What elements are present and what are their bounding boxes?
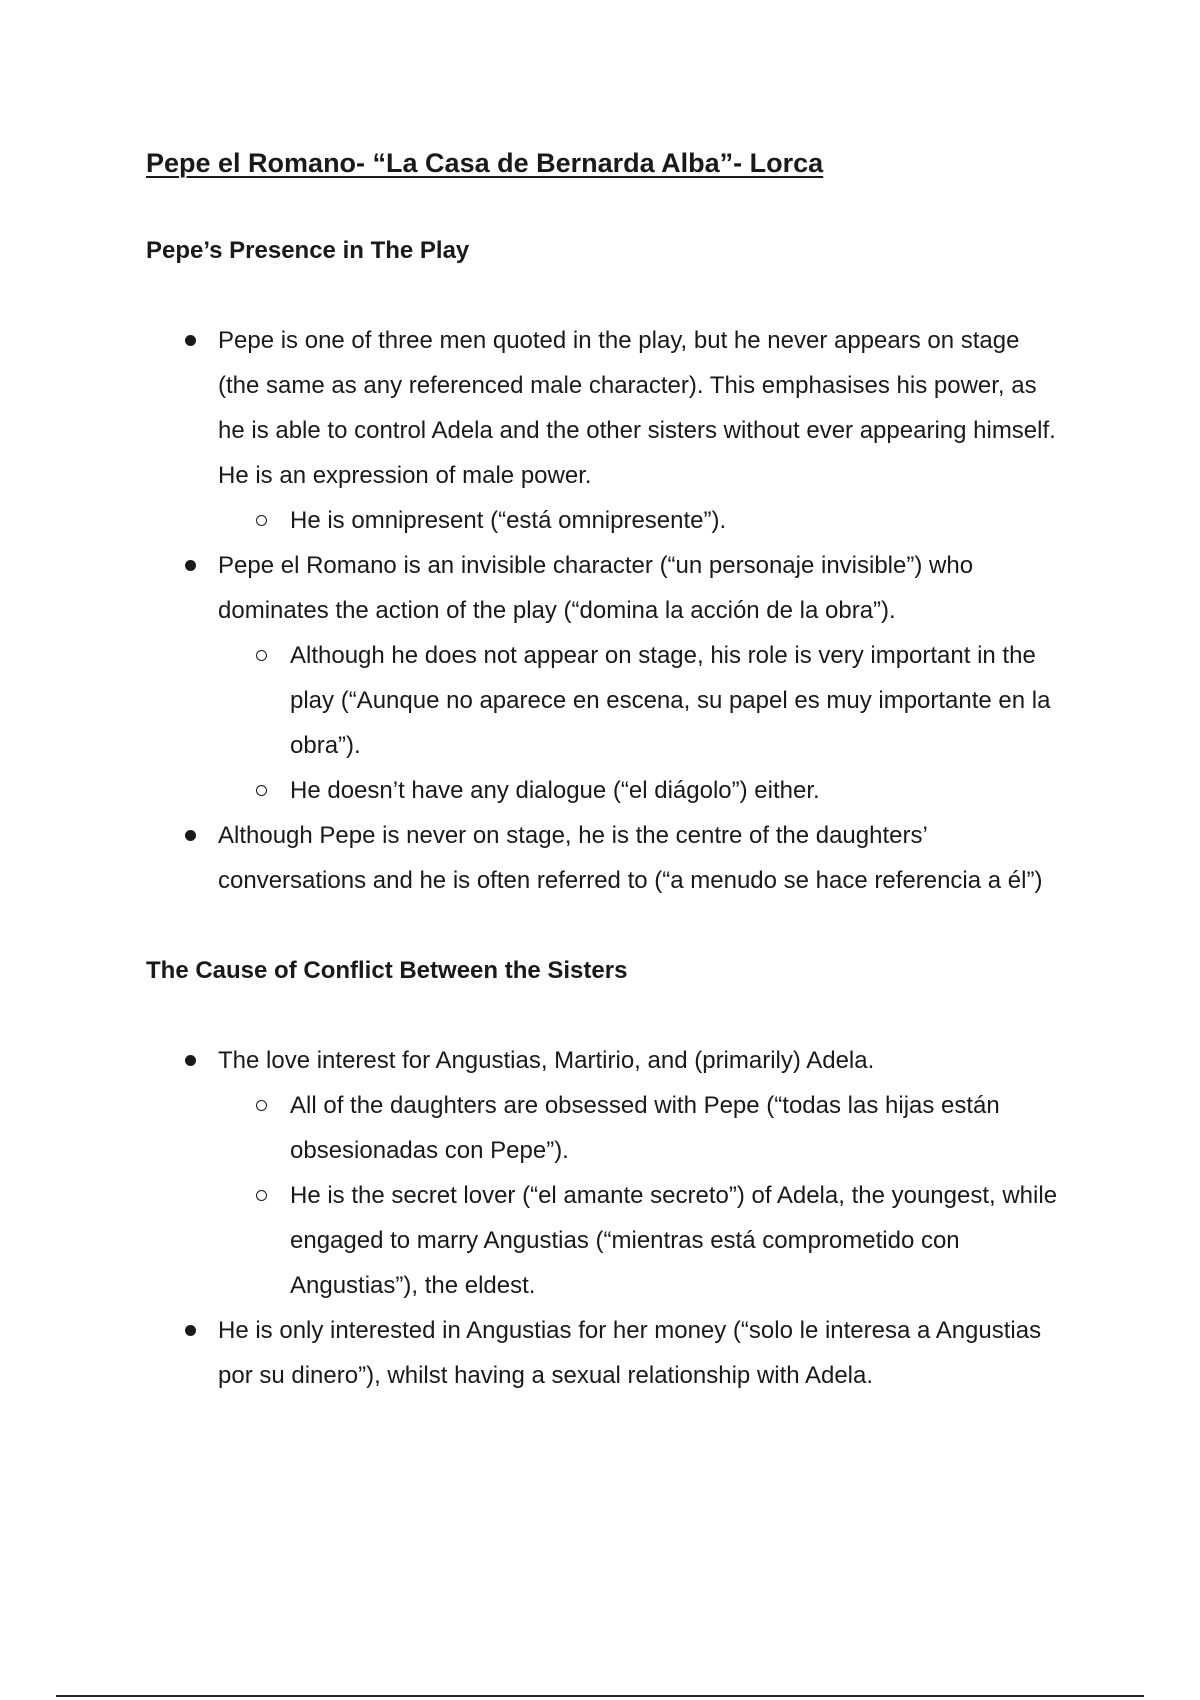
list-item-text: Although he does not appear on stage, his role is very important in the play (“Aunque no aparece en escena, su papel es muy importante en la obra”). (290, 642, 1051, 759)
sub-list-item (146, 1173, 1066, 1308)
list-item (146, 543, 1066, 633)
list-item-text: All of the daughters are obsessed with Pepe (“todas las hijas están obsesionadas con Pepe”). (290, 1092, 1000, 1164)
sub-list-item (146, 498, 1066, 543)
list-item-text: He is omnipresent (“está omnipresente”). (290, 507, 727, 534)
section-spacer (146, 903, 1066, 949)
list-item-text: The love interest for Angustias, Martirio, and (primarily) Adela. (218, 1047, 875, 1074)
list-item (146, 318, 1066, 498)
section-heading-presence: Pepe’s Presence in The Play (146, 237, 470, 264)
filled-bullet-icon (185, 1325, 196, 1336)
hollow-bullet-icon (256, 650, 267, 661)
sub-list-item (146, 633, 1066, 768)
bullet-list-conflict (146, 1038, 1066, 1398)
filled-bullet-icon (185, 560, 196, 571)
filled-bullet-icon (185, 335, 196, 346)
hollow-bullet-icon (256, 785, 267, 796)
list-item-text: Pepe is one of three men quoted in the play, but he never appears on stage (the same as any referenced male character). This emphasises his power, as he is able to control Adela and the other sisters without ever appearing himself. He is an expression of male power. (218, 327, 1056, 489)
list-item-text: Although Pepe is never on stage, he is the centre of the daughters’ conversations and he is often referred to (“a menudo se hace referencia a él”) (218, 822, 1043, 894)
hollow-bullet-icon (256, 1190, 267, 1201)
document-body (146, 140, 1066, 1398)
hollow-bullet-icon (256, 515, 267, 526)
list-item (146, 813, 1066, 903)
section-heading-conflict: The Cause of Conflict Between the Sisters (146, 957, 628, 984)
list-item (146, 1308, 1066, 1398)
bullet-list-presence (146, 318, 1066, 903)
list-item-text: He doesn’t have any dialogue (“el diágolo”) either. (290, 777, 820, 804)
filled-bullet-icon (185, 830, 196, 841)
list-item-text: Pepe el Romano is an invisible character (“un personaje invisible”) who dominates the action of the play (“domina la acción de la obra”). (218, 552, 974, 624)
hollow-bullet-icon (256, 1100, 267, 1111)
page-title: Pepe el Romano- “La Casa de Bernarda Alba”- Lorca (146, 148, 824, 178)
filled-bullet-icon (185, 1055, 196, 1066)
footer-divider (56, 1695, 1144, 1697)
list-item (146, 1038, 1066, 1083)
sub-list-item (146, 768, 1066, 813)
sub-list-item (146, 1083, 1066, 1173)
list-item-text: He is the secret lover (“el amante secreto”) of Adela, the youngest, while engaged to marry Angustias (“mientras está comprometido con Angustias”), the eldest. (290, 1182, 1058, 1299)
list-item-text: He is only interested in Angustias for her money (“solo le interesa a Angustias por su dinero”), whilst having a sexual relationship with Adela. (218, 1317, 1042, 1389)
